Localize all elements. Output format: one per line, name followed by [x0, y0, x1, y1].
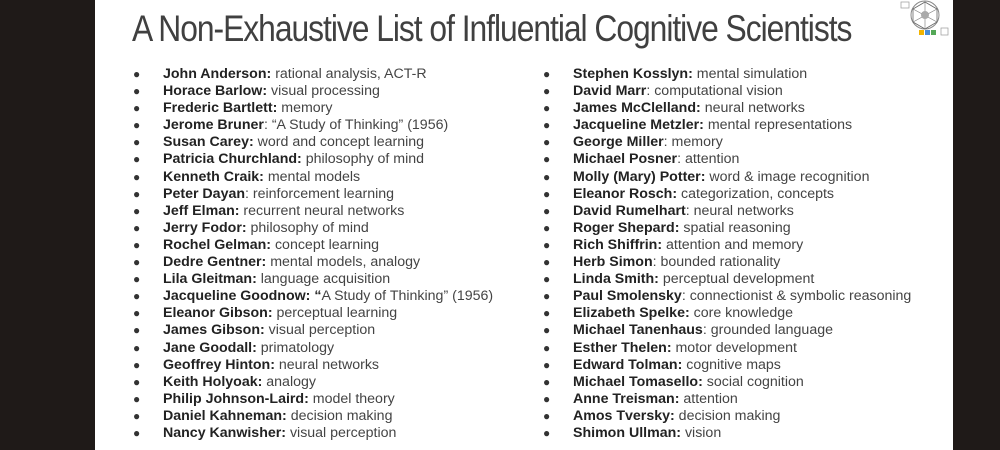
scientist-name: George Miller	[573, 134, 664, 151]
bullet-icon: ●	[543, 169, 551, 184]
scientist-name: Lila Gleitman:	[163, 271, 257, 288]
bullet-icon: ●	[133, 289, 141, 304]
scientist-contribution: : memory	[663, 134, 723, 151]
scientist-name: Michael Tomasello:	[573, 373, 703, 390]
scientist-name: Elizabeth Spelke:	[573, 305, 690, 322]
scientist-contribution: : grounded language	[702, 322, 833, 339]
list-item	[133, 169, 493, 186]
list-item	[543, 83, 911, 100]
scientist-contribution: decision making	[674, 407, 781, 424]
bullet-icon: ●	[543, 118, 551, 133]
list-item	[133, 134, 493, 151]
scientist-name: Paul Smolensky	[573, 288, 682, 305]
scientist-contribution: social cognition	[702, 373, 804, 390]
bullet-icon: ●	[543, 67, 551, 81]
scientist-name: Geoffrey Hinton:	[163, 356, 275, 373]
list-item	[543, 151, 911, 168]
scientist-name: Anne Treisman:	[573, 390, 680, 407]
scientist-name: Nancy Kanwisher:	[163, 424, 286, 441]
scientist-name: David Rumelhart	[573, 202, 686, 219]
scientist-contribution: visual perception	[286, 424, 397, 441]
scientist-contribution: mental models	[263, 168, 361, 185]
scientist-name: Linda Smith:	[573, 271, 659, 288]
scientist-contribution: model theory	[308, 390, 395, 407]
scientist-contribution: concept learning	[271, 236, 380, 253]
list-item	[133, 408, 493, 425]
list-item	[133, 100, 493, 117]
list-item	[543, 117, 911, 134]
scientist-contribution: perceptual development	[658, 271, 815, 288]
scientist-contribution: recurrent neural networks	[239, 202, 405, 219]
bullet-icon: ●	[133, 408, 141, 423]
scientist-contribution: word and concept learning	[253, 134, 425, 151]
scientist-contribution: : attention	[677, 151, 740, 168]
scientist-name: Eleanor Rosch:	[573, 185, 678, 202]
bullet-icon: ●	[543, 255, 551, 270]
scientist-contribution: : connectionist & symbolic reasoning	[681, 288, 912, 305]
scientist-contribution: decision making	[286, 407, 393, 424]
bullet-icon: ●	[133, 152, 141, 167]
scientist-name: Shimon Ullman:	[573, 424, 681, 441]
list-item	[543, 425, 911, 442]
scientist-name: Edward Tolman:	[573, 356, 683, 373]
list-item	[133, 425, 493, 442]
scientist-contribution: : “A Study of Thinking” (1956)	[263, 117, 449, 134]
list-item	[543, 66, 911, 83]
list-item	[133, 83, 493, 100]
bullet-icon: ●	[543, 408, 551, 423]
list-item	[133, 254, 493, 271]
list-item	[133, 391, 493, 408]
cognitive-science-hexagon-logo	[899, 0, 949, 38]
bullet-icon: ●	[543, 425, 551, 440]
scientist-name: Dedre Gentner:	[163, 254, 267, 271]
bullet-icon: ●	[133, 203, 141, 218]
list-item	[543, 254, 911, 271]
scientist-name: Daniel Kahneman:	[163, 407, 287, 424]
bullet-icon: ●	[543, 357, 551, 372]
bullet-icon: ●	[133, 84, 141, 99]
scientist-contribution: memory	[277, 100, 333, 117]
scientist-contribution: spatial reasoning	[679, 219, 791, 236]
list-item	[133, 237, 493, 254]
scientist-name: Herb Simon	[573, 254, 653, 271]
list-item	[543, 134, 911, 151]
list-item	[133, 288, 493, 305]
scientist-contribution: categorization, concepts	[677, 185, 835, 202]
scientist-name: James McClelland:	[573, 100, 701, 117]
scientist-name: Frederic Bartlett:	[163, 100, 278, 117]
list-item	[543, 100, 911, 117]
bullet-icon: ●	[133, 67, 141, 81]
scientist-name: Rochel Gelman:	[163, 236, 272, 253]
bullet-icon: ●	[133, 340, 141, 355]
bullet-icon: ●	[133, 186, 141, 201]
scientist-name: Keith Holyoak:	[163, 373, 263, 390]
list-item	[543, 169, 911, 186]
scientist-contribution: neural networks	[274, 356, 380, 373]
bullet-icon: ●	[543, 272, 551, 287]
scientist-contribution: : reinforcement learning	[245, 185, 395, 202]
scientist-name: Horace Barlow:	[163, 83, 268, 100]
scientist-contribution: visual perception	[264, 322, 376, 339]
bullet-icon: ●	[543, 152, 551, 167]
scientist-name: Jeff Elman:	[163, 202, 240, 219]
bullet-icon: ●	[133, 101, 141, 116]
bullet-icon: ●	[133, 220, 141, 235]
scientist-contribution: mental models, analogy	[266, 254, 421, 271]
list-item	[133, 340, 493, 357]
bullet-icon: ●	[543, 306, 551, 321]
scientist-name: Jane Goodall:	[163, 339, 257, 356]
list-item	[543, 322, 911, 339]
bullet-icon: ●	[133, 306, 141, 321]
bullet-icon: ●	[133, 255, 141, 270]
list-item	[133, 66, 493, 83]
list-item	[543, 288, 911, 305]
scientist-contribution: language acquisition	[256, 271, 391, 288]
scientist-contribution: A Study of Thinking” (1956)	[321, 288, 494, 305]
left-scientist-list	[133, 66, 493, 442]
bullet-icon: ●	[543, 237, 551, 252]
scientist-contribution: word & image recognition	[705, 168, 870, 185]
scientist-name: Peter Dayan	[163, 185, 246, 202]
scientist-name: Michael Posner	[573, 151, 678, 168]
scientist-contribution: analogy	[262, 373, 316, 390]
bullet-icon: ●	[133, 391, 141, 406]
scientist-name: John Anderson:	[163, 66, 272, 82]
scientist-name: James Gibson:	[163, 322, 265, 339]
scientist-name: Jerry Fodor:	[163, 219, 247, 236]
list-item	[543, 271, 911, 288]
scientist-name: Roger Shepard:	[573, 219, 680, 236]
scientist-name: Amos Tversky:	[573, 407, 675, 424]
bullet-icon: ●	[133, 425, 141, 440]
scientist-contribution: : neural networks	[685, 202, 794, 219]
bullet-icon: ●	[133, 374, 141, 389]
scientist-contribution: motor development	[671, 339, 797, 356]
list-item	[543, 357, 911, 374]
scientist-name: Esther Thelen:	[573, 339, 672, 356]
list-item	[543, 220, 911, 237]
scientist-contribution: perceptual learning	[272, 305, 398, 322]
list-item	[543, 391, 911, 408]
bullet-icon: ●	[543, 323, 551, 338]
list-item	[133, 305, 493, 322]
list-item	[133, 357, 493, 374]
bullet-icon: ●	[543, 374, 551, 389]
bullet-icon: ●	[133, 357, 141, 372]
list-item	[133, 271, 493, 288]
scientist-name: Eleanor Gibson:	[163, 305, 273, 322]
scientist-name: Patricia Churchland:	[163, 151, 302, 168]
scientist-name: Philip Johnson-Laird:	[163, 390, 309, 407]
scientist-contribution: core knowledge	[689, 305, 794, 322]
bullet-icon: ●	[543, 391, 551, 406]
bullet-icon: ●	[543, 135, 551, 150]
scientist-contribution: : bounded rationality	[652, 254, 781, 271]
scientist-name: Jerome Bruner	[163, 117, 264, 134]
list-item	[133, 151, 493, 168]
scientist-name: Jacqueline Metzler:	[573, 117, 704, 134]
list-item	[543, 203, 911, 220]
scientist-contribution: attention and memory	[662, 236, 804, 253]
list-item	[543, 374, 911, 391]
bullet-icon: ●	[133, 272, 141, 287]
scientist-name: Jacqueline Goodnow: “	[163, 288, 322, 305]
bullet-icon: ●	[543, 101, 551, 116]
scientist-contribution: primatology	[256, 339, 335, 356]
scientist-name: David Marr	[573, 83, 647, 100]
scientist-contribution: mental simulation	[692, 66, 808, 82]
bullet-icon: ●	[543, 220, 551, 235]
bullet-icon: ●	[133, 118, 141, 133]
bullet-icon: ●	[543, 203, 551, 218]
bullet-icon: ●	[543, 340, 551, 355]
scientist-contribution: cognitive maps	[682, 356, 781, 373]
scientist-contribution: rational analysis, ACT-R	[271, 66, 427, 82]
scientist-contribution: attention	[679, 390, 738, 407]
scientist-name: Molly (Mary) Potter:	[573, 168, 706, 185]
bullet-icon: ●	[133, 237, 141, 252]
list-item	[543, 237, 911, 254]
list-item	[133, 186, 493, 203]
list-item	[543, 340, 911, 357]
bullet-icon: ●	[543, 289, 551, 304]
scientist-contribution: visual processing	[267, 83, 380, 100]
bullet-icon: ●	[133, 169, 141, 184]
scientist-name: Michael Tanenhaus	[573, 322, 703, 339]
scientist-name: Kenneth Craik:	[163, 168, 264, 185]
scientist-name: Rich Shiffrin:	[573, 236, 663, 253]
bullet-icon: ●	[133, 323, 141, 338]
scientist-contribution: mental representations	[703, 117, 853, 134]
scientist-contribution: vision	[681, 424, 722, 441]
list-item	[133, 220, 493, 237]
scientist-contribution: neural networks	[700, 100, 805, 117]
bullet-icon: ●	[543, 84, 551, 99]
scientist-contribution: philosophy of mind	[301, 151, 425, 168]
scientist-name: Stephen Kosslyn:	[573, 66, 693, 82]
bullet-icon: ●	[543, 186, 551, 201]
slide-title: A Non-Exhaustive List of Influential Cognitive Scientists	[132, 8, 852, 49]
list-item	[543, 186, 911, 203]
list-item	[133, 322, 493, 339]
list-item	[133, 203, 493, 220]
right-scientist-list	[543, 66, 911, 442]
slide	[95, 0, 953, 450]
list-item	[133, 374, 493, 391]
list-item	[133, 117, 493, 134]
scientist-contribution: philosophy of mind	[246, 219, 369, 236]
bullet-icon: ●	[133, 135, 141, 150]
list-item	[543, 408, 911, 425]
scientist-name: Susan Carey:	[163, 134, 254, 151]
list-item	[543, 305, 911, 322]
scientist-contribution: : computational vision	[646, 83, 783, 100]
